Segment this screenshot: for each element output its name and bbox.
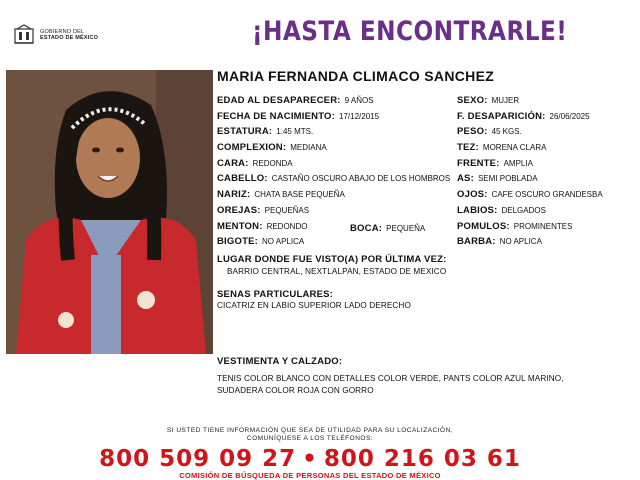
- field-labios: LABIOS: DELGADOS: [457, 205, 546, 216]
- clothing-label: VESTIMENTA Y CALZADO:: [217, 356, 343, 367]
- last-seen-value: BARRIO CENTRAL, NEXTLALPAN, ESTADO DE MEXICO: [227, 267, 447, 276]
- field-frente: FRENTE: AMPLIA: [457, 158, 533, 169]
- field-sexo: SEXO: MUJER: [457, 95, 520, 106]
- field-cejas: AS: SEMI POBLADA: [457, 173, 538, 184]
- crest-icon: [12, 23, 36, 47]
- field-peso: PESO: 45 KGS.: [457, 126, 522, 137]
- marks-value: CICATRIZ EN LABIO SUPERIOR LADO DERECHO: [217, 301, 411, 310]
- field-ojos: OJOS: CAFE OSCURO GRANDESBA: [457, 189, 603, 200]
- marks-label: SENAS PARTICULARES:: [217, 289, 334, 300]
- headline: ¡HASTA ENCONTRARLE!: [252, 16, 568, 47]
- field-bigote: BIGOTE: NO APLICA: [217, 236, 305, 247]
- clothing-line-1: TENIS COLOR BLANCO CON DETALLES COLOR VERDE, PANTS COLOR AZUL MARINO,: [217, 374, 564, 383]
- person-photo: [6, 70, 213, 354]
- field-orejas: OREJAS: PEQUEÑAS: [217, 205, 310, 216]
- field-nariz: NARIZ: CHATA BASE PEQUEÑA: [217, 189, 345, 200]
- last-seen-label: LUGAR DONDE FUE VISTO(A) POR ÚLTIMA VEZ:: [217, 254, 447, 265]
- footer-note-2: COMUNÍQUESE A LOS TELÉFONOS:: [246, 435, 374, 442]
- phone-1: 800 509 09 27: [99, 446, 297, 472]
- field-cabello: CABELLO: CASTAÑO OSCURO ABAJO DE LOS HOMBROS: [217, 173, 451, 184]
- phone-numbers: [0, 446, 620, 472]
- field-complexion: COMPLEXION: MEDIANA: [217, 142, 327, 153]
- commission-name: COMISIÓN DE BÚSQUEDA DE PERSONAS DEL ESTADO DE MÉXICO: [179, 471, 441, 480]
- footer-note-1: SI USTED TIENE INFORMACIÓN QUE SEA DE UTILIDAD PARA SU LOCALIZACIÓN,: [166, 427, 454, 434]
- field-desaparicion: F. DESAPARICIÓN: 26/06/2025: [457, 111, 590, 122]
- field-tez: TEZ: MORENA CLARA: [457, 142, 547, 153]
- field-pomulos: POMULOS: PROMINENTES: [457, 221, 573, 232]
- logo-line-1: GOBIERNO DEL: [40, 28, 85, 35]
- field-nacimiento: FECHA DE NACIMIENTO: 17/12/2015: [217, 111, 380, 122]
- field-cara: CARA: REDONDA: [217, 158, 293, 169]
- phone-separator: •: [302, 446, 318, 472]
- field-edad: EDAD AL DESAPARECER: 9 AÑOS: [217, 95, 374, 106]
- person-name: MARIA FERNANDA CLIMACO SANCHEZ: [217, 68, 495, 84]
- field-menton: MENTON: REDONDO: [217, 221, 308, 232]
- clothing-line-2: SUDADERA COLOR ROJA CON GORRO: [217, 386, 374, 395]
- field-boca: BOCA: PEQUEÑA: [350, 223, 426, 234]
- logo-line-2: ESTADO DE MÉXICO: [40, 35, 99, 41]
- phone-2: 800 216 03 61: [323, 446, 521, 472]
- field-barba: BARBA: NO APLICA: [457, 236, 542, 247]
- government-logo: [12, 22, 122, 48]
- field-estatura: ESTATURA: 1.45 MTS.: [217, 126, 314, 137]
